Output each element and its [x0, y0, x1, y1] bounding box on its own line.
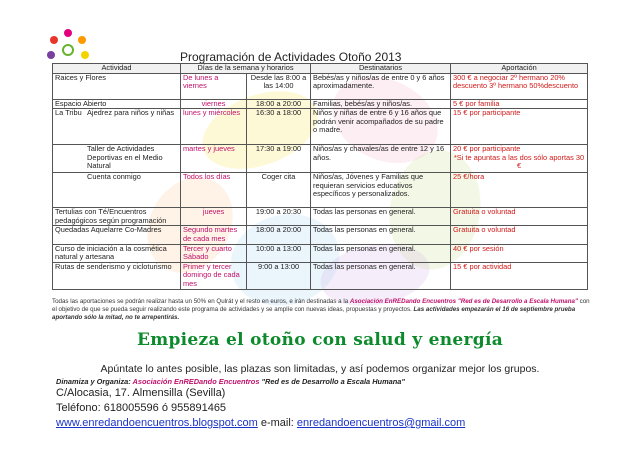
activity-days: Tercer y cuarto Sábado [181, 244, 247, 262]
column-header-actividad: Actividad [53, 64, 181, 74]
activity-time: 18:00 a 20:00 [247, 99, 311, 109]
slogan-heading: Empieza el otoño con salud y energía [136, 330, 504, 350]
activity-days: Todos los días [181, 173, 247, 208]
activity-time: 17:30 a 19:00 [247, 145, 311, 173]
table-row [53, 226, 588, 244]
activity-audience: Todas las personas en general. [311, 244, 451, 262]
email-link[interactable]: enredandoencuentros@gmail.com [296, 417, 466, 429]
activity-days: viernes [181, 99, 247, 109]
column-header-destinatarios: Destinatarios [311, 64, 451, 74]
activity-audience: Familias, bebés/as y niños/as. [311, 99, 451, 109]
activity-days: martes y jueves [181, 145, 247, 173]
activity-name: Rutas de senderismo y cicloturismo [53, 262, 181, 289]
activities-table [52, 63, 588, 290]
activity-name: Quedadas Aquelarre Co-Madres [53, 226, 181, 244]
activity-time: 10:00 a 13:00 [247, 244, 311, 262]
activity-name: Raices y Flores [53, 73, 181, 99]
activity-days: lunes y miércoles [181, 109, 247, 145]
table-row [53, 173, 588, 208]
activity-contribution [451, 145, 588, 173]
footnote-emphasis: Las actividades empezarán el 16 de septiembre prueba aportando sólo la mitad, no te arrepentirás. [52, 306, 576, 321]
call-to-action: Apúntate lo antes posible, las plazas son limitadas, y así podemos organizar mejor los grupos. [100, 363, 540, 375]
table-header-row [53, 64, 588, 74]
phone: Teléfono: 618005596 ó 955891465 [56, 402, 227, 414]
address: C/Alocasia, 17. Almensilla (Sevilla) [56, 387, 226, 399]
activity-time: 18:00 a 20:00 [247, 226, 311, 244]
activity-contribution: Gratuita o voluntad [451, 226, 588, 244]
activity-name: Cuenta conmigo [53, 173, 181, 208]
organizer-line [56, 377, 405, 386]
table-row [53, 208, 588, 226]
table-row [53, 145, 588, 173]
footnote-text-2: con el objetivo de que se pueda seguir realizando este programa de actividades y se amplíe con nuevas ideas, propuestas y proyectos. [52, 298, 590, 313]
activity-contribution: 40 € por sesión [451, 244, 588, 262]
activity-name: Espacio Abierto [53, 99, 181, 109]
column-header-dias: Días de la semana y horarios [181, 64, 311, 74]
activity-name: Tertulias con Té/Encuentros pedagógicos según programación [53, 208, 181, 226]
activity-contribution-main: 20 € por participante [453, 144, 521, 154]
activity-days: Segundo martes de cada mes [181, 226, 247, 244]
activity-time: Desde las 8:00 a las 14:00 [247, 73, 311, 99]
activity-time: 19:00 a 20:30 [247, 208, 311, 226]
activity-time: Coger cita [247, 173, 311, 208]
table-row [53, 244, 588, 262]
activity-audience: Todas las personas en general. [311, 208, 451, 226]
activity-contribution: 5 € por familia [451, 99, 588, 109]
group-label: La Tribu [55, 108, 82, 118]
activity-name: Curso de iniciación a la cosmética natural y artesana [53, 244, 181, 262]
footnote-brand: Asociación EnREDando Encuentros "Red es de Desarrollo a Escala Humana" [349, 298, 578, 305]
activity-audience: Niños y niñas de entre 6 y 16 años que podrán venir acompañados de su padre o madre. [311, 109, 451, 145]
website-link[interactable]: www.enredandoencuentros.blogspot.com [56, 417, 258, 429]
contact-line [56, 417, 465, 429]
footnote-text: Todas las aportaciones se podrán realizar hasta un 50% en Qulrát y el resto en euros, e irán destinadas a la [52, 298, 350, 305]
activity-audience: Niños/as, Jóvenes y Familias que requieran servicios educativos específicos y personalizados. [311, 173, 451, 208]
column-header-aportacion: Aportación [451, 64, 588, 74]
activity-name: Taller de Actividades Deportivas en el Medio Natural [53, 145, 181, 173]
activity-contribution: Gratuita o voluntad [451, 208, 588, 226]
activity-contribution: 25 €/hora [451, 173, 588, 208]
activity-days: jueves [181, 208, 247, 226]
activity-contribution: 15 € por participante [451, 109, 588, 145]
activity-audience: Bebés/as y niños/as de entre 0 y 6 años aproximadamente. [311, 73, 451, 99]
footnote [52, 298, 592, 322]
activity-audience: Todas las personas en general. [311, 226, 451, 244]
activity-time: 16:30 a 18:00 [247, 109, 311, 145]
document-title: Programación de Actividades Otoño 2013 [180, 50, 402, 64]
activity-name: Ajedrez para niños y niñas [87, 108, 175, 118]
activity-audience: Todas las personas en general. [311, 262, 451, 289]
table-row [53, 262, 588, 289]
table-row [53, 109, 588, 145]
email-label: e-mail: [257, 417, 297, 429]
activity-contribution-note: *Si te apuntas a las dos sólo aportas 30 € [453, 152, 585, 171]
activity-time: 9:00 a 13:00 [247, 262, 311, 289]
organizer-brand: Asociación EnREDando Encuentros [132, 377, 260, 386]
table-row [53, 73, 588, 99]
activity-contribution: 15 € por actividad [451, 262, 588, 289]
activity-cell [53, 109, 181, 145]
activity-contribution: 300 € a negociar 2º hermano 20% descuento 3º hermano 50%descuento [451, 73, 588, 99]
activity-audience: Niños/as y chavales/as de entre 12 y 16 años. [311, 145, 451, 173]
organizer-suffix: "Red es de Desarrollo a Escala Humana" [259, 377, 405, 386]
activity-days: Primer y tercer domingo de cada mes [181, 262, 247, 289]
table-row [53, 99, 588, 109]
organizer-prefix: Dinamiza y Organiza: [56, 377, 133, 386]
activity-days: De lunes a viernes [181, 73, 247, 99]
